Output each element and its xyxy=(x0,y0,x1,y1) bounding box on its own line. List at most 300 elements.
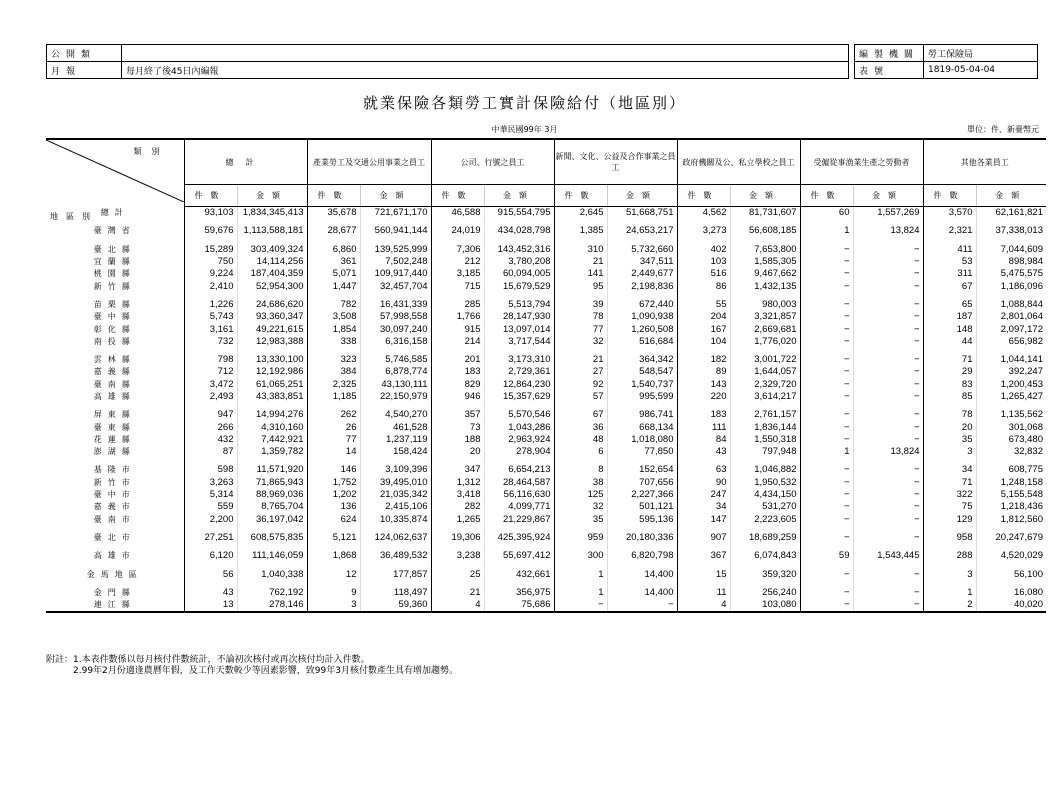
count-cell: 712 xyxy=(184,366,237,378)
amount-cell: 16,431,339 xyxy=(360,293,431,311)
count-cell: 214 xyxy=(431,336,484,348)
table-row xyxy=(46,293,1046,311)
group-header-fishery: 受僱從事漁業生產之勞動者 xyxy=(800,139,923,185)
count-cell: 282 xyxy=(431,501,484,513)
header-label-category: 公開類 xyxy=(47,45,122,62)
count-cell: 300 xyxy=(554,544,607,562)
count-cell: 3,472 xyxy=(184,379,237,391)
group-header-government: 政府機關及公、私立學校之員工 xyxy=(677,139,800,185)
count-cell: 21 xyxy=(554,348,607,366)
amount-cell: 13,824 xyxy=(853,446,923,458)
count-cell: − xyxy=(800,323,853,335)
table-row xyxy=(46,421,1046,433)
amount-cell: 49,221,615 xyxy=(237,323,307,335)
amount-cell: 278,146 xyxy=(237,599,307,612)
table-row xyxy=(46,526,1046,544)
amount-cell: 5,513,794 xyxy=(484,293,554,311)
count-cell: 48 xyxy=(554,434,607,446)
amount-cell: 2,963,924 xyxy=(484,434,554,446)
region-name: 嘉義縣 xyxy=(46,366,184,378)
count-cell: 6 xyxy=(554,446,607,458)
amount-cell: 673,480 xyxy=(976,434,1046,446)
count-cell: 57 xyxy=(554,391,607,403)
count-cell: 946 xyxy=(431,391,484,403)
count-cell: 1 xyxy=(554,581,607,599)
amount-cell: 1,644,057 xyxy=(730,366,800,378)
amount-cell: 986,741 xyxy=(607,403,677,421)
group-header-company: 公司、行號之員工 xyxy=(431,139,554,185)
amount-cell: 548,547 xyxy=(607,366,677,378)
count-cell: 732 xyxy=(184,336,237,348)
count-cell: 104 xyxy=(677,336,730,348)
header-value-frequency: 每月終了後45日內編報 xyxy=(122,62,849,79)
count-cell: 204 xyxy=(677,311,730,323)
amount-cell: 980,003 xyxy=(730,293,800,311)
count-cell: 1,854 xyxy=(307,323,360,335)
amount-cell: − xyxy=(853,581,923,599)
page-title: 就業保險各類勞工實計保險給付（地區別） xyxy=(362,94,686,112)
amount-cell: 40,020 xyxy=(976,599,1046,612)
count-cell: 266 xyxy=(184,421,237,433)
amount-cell: 158,424 xyxy=(360,446,431,458)
count-cell: 34 xyxy=(677,501,730,513)
count-cell: − xyxy=(800,421,853,433)
amount-cell: 24,686,620 xyxy=(237,293,307,311)
count-cell: 9 xyxy=(307,581,360,599)
region-name: 金門縣 xyxy=(46,581,184,599)
count-cell: 36 xyxy=(554,421,607,433)
region-name: 新竹市 xyxy=(46,477,184,489)
amount-cell: 28,147,930 xyxy=(484,311,554,323)
amount-cell: 303,409,324 xyxy=(237,238,307,256)
count-cell: 147 xyxy=(677,514,730,526)
count-cell: 71 xyxy=(923,348,976,366)
amount-cell: 1,776,020 xyxy=(730,336,800,348)
amount-cell: 356,975 xyxy=(484,581,554,599)
region-name: 南投縣 xyxy=(46,336,184,348)
amount-cell: 4,434,150 xyxy=(730,489,800,501)
amount-cell: 75,686 xyxy=(484,599,554,612)
count-cell: 322 xyxy=(923,489,976,501)
count-cell: 715 xyxy=(431,280,484,292)
amount-cell: 52,954,300 xyxy=(237,280,307,292)
count-cell: 3,161 xyxy=(184,323,237,335)
count-cell: 125 xyxy=(554,489,607,501)
amount-cell: 62,161,821 xyxy=(976,207,1046,220)
header-value-category xyxy=(122,45,849,62)
amount-cell: 425,395,924 xyxy=(484,526,554,544)
count-cell: 958 xyxy=(923,526,976,544)
amount-cell: − xyxy=(853,268,923,280)
amount-cell: 898,984 xyxy=(976,256,1046,268)
amount-cell: 4,099,771 xyxy=(484,501,554,513)
count-cell: 60 xyxy=(800,207,853,220)
amount-cell: 501,121 xyxy=(607,501,677,513)
region-name: 臺中市 xyxy=(46,489,184,501)
amount-cell: 61,065,251 xyxy=(237,379,307,391)
count-cell: 1 xyxy=(800,219,853,237)
amount-cell: 187,404,359 xyxy=(237,268,307,280)
amount-cell: 1,043,286 xyxy=(484,421,554,433)
count-cell: 1,752 xyxy=(307,477,360,489)
table-row xyxy=(46,336,1046,348)
amount-cell: 2,761,157 xyxy=(730,403,800,421)
amount-cell: 6,820,798 xyxy=(607,544,677,562)
amount-cell: 797,948 xyxy=(730,446,800,458)
amount-cell: 93,360,347 xyxy=(237,311,307,323)
region-name: 金馬地區 xyxy=(46,562,184,580)
amount-cell: − xyxy=(853,403,923,421)
amount-cell: 6,316,158 xyxy=(360,336,431,348)
count-cell: 247 xyxy=(677,489,730,501)
amount-cell: 2,729,361 xyxy=(484,366,554,378)
amount-cell: 177,857 xyxy=(360,562,431,580)
count-cell: 3,185 xyxy=(431,268,484,280)
amount-cell: 1,557,269 xyxy=(853,207,923,220)
amount-cell: 2,801,064 xyxy=(976,311,1046,323)
count-cell: − xyxy=(800,403,853,421)
table-row xyxy=(46,489,1046,501)
amount-cell: − xyxy=(853,501,923,513)
amount-cell: 434,028,798 xyxy=(484,219,554,237)
amount-cell: 1,237,119 xyxy=(360,434,431,446)
region-name: 連江縣 xyxy=(46,599,184,612)
count-cell: 3 xyxy=(923,562,976,580)
amount-cell: − xyxy=(853,477,923,489)
amount-cell: 18,689,259 xyxy=(730,526,800,544)
amount-cell: − xyxy=(853,256,923,268)
count-cell: 347 xyxy=(431,458,484,476)
benefits-table xyxy=(46,138,1046,613)
count-cell: 65 xyxy=(923,293,976,311)
footnotes xyxy=(46,655,458,677)
amount-cell: − xyxy=(853,379,923,391)
region-name: 高雄市 xyxy=(46,544,184,562)
count-cell: 77 xyxy=(307,434,360,446)
count-cell: 32 xyxy=(554,336,607,348)
count-cell: 12 xyxy=(307,562,360,580)
count-cell: 183 xyxy=(431,366,484,378)
amount-cell: 608,775 xyxy=(976,458,1046,476)
count-cell: 1,868 xyxy=(307,544,360,562)
subheader-count: 件數 xyxy=(677,185,730,207)
count-cell: 95 xyxy=(554,280,607,292)
count-cell: − xyxy=(800,238,853,256)
table-row xyxy=(46,366,1046,378)
count-cell: 43 xyxy=(677,446,730,458)
amount-cell: − xyxy=(853,514,923,526)
count-cell: 53 xyxy=(923,256,976,268)
unit-label: 單位：件、新臺幣元 xyxy=(967,125,1039,134)
count-cell: 26 xyxy=(307,421,360,433)
count-cell: − xyxy=(800,599,853,612)
amount-cell: 1,090,938 xyxy=(607,311,677,323)
count-cell: 92 xyxy=(554,379,607,391)
count-cell: 361 xyxy=(307,256,360,268)
count-cell: 947 xyxy=(184,403,237,421)
amount-cell: 516,684 xyxy=(607,336,677,348)
amount-cell: − xyxy=(853,366,923,378)
count-cell: 285 xyxy=(431,293,484,311)
amount-cell: 14,994,276 xyxy=(237,403,307,421)
count-cell: 27 xyxy=(554,366,607,378)
amount-cell: 13,097,014 xyxy=(484,323,554,335)
table-row xyxy=(46,280,1046,292)
count-cell: 167 xyxy=(677,323,730,335)
amount-cell: 51,668,751 xyxy=(607,207,677,220)
count-cell: − xyxy=(800,501,853,513)
amount-cell: 56,608,185 xyxy=(730,219,800,237)
count-cell: 1,185 xyxy=(307,391,360,403)
amount-cell: 1,046,882 xyxy=(730,458,800,476)
count-cell: − xyxy=(800,348,853,366)
amount-cell: 39,495,010 xyxy=(360,477,431,489)
count-cell: 187 xyxy=(923,311,976,323)
count-cell: 75 xyxy=(923,501,976,513)
amount-cell: 13,330,100 xyxy=(237,348,307,366)
amount-cell: 5,475,575 xyxy=(976,268,1046,280)
amount-cell: 21,229,867 xyxy=(484,514,554,526)
count-cell: 32 xyxy=(554,501,607,513)
count-cell: 28,677 xyxy=(307,219,360,237)
count-cell: − xyxy=(800,581,853,599)
amount-cell: 915,554,795 xyxy=(484,207,554,220)
count-cell: − xyxy=(800,477,853,489)
subheader-amount: 金額 xyxy=(730,185,800,207)
amount-cell: 461,528 xyxy=(360,421,431,433)
count-cell: 24,019 xyxy=(431,219,484,237)
count-cell: 85 xyxy=(923,391,976,403)
table-row xyxy=(46,391,1046,403)
count-cell: 5,121 xyxy=(307,526,360,544)
amount-cell: 347,511 xyxy=(607,256,677,268)
region-name: 臺北市 xyxy=(46,526,184,544)
amount-cell: 6,878,774 xyxy=(360,366,431,378)
count-cell: 2,410 xyxy=(184,280,237,292)
amount-cell: − xyxy=(853,599,923,612)
count-cell: 46,588 xyxy=(431,207,484,220)
amount-cell: 14,400 xyxy=(607,581,677,599)
region-name: 宜蘭縣 xyxy=(46,256,184,268)
amount-cell: 707,656 xyxy=(607,477,677,489)
table-row xyxy=(46,477,1046,489)
count-cell: − xyxy=(800,256,853,268)
count-cell: 432 xyxy=(184,434,237,446)
count-cell: − xyxy=(800,268,853,280)
subheader-count: 件數 xyxy=(431,185,484,207)
subheader-amount: 金額 xyxy=(607,185,677,207)
amount-cell: 43,130,111 xyxy=(360,379,431,391)
amount-cell: 59,360 xyxy=(360,599,431,612)
header-label-table-number: 表號 xyxy=(855,62,924,79)
amount-cell: 60,094,005 xyxy=(484,268,554,280)
region-name: 臺灣省 xyxy=(46,219,184,237)
count-cell: 367 xyxy=(677,544,730,562)
table-row xyxy=(46,348,1046,366)
count-cell: 782 xyxy=(307,293,360,311)
amount-cell: 1,248,158 xyxy=(976,477,1046,489)
count-cell: − xyxy=(800,280,853,292)
count-cell: 1,226 xyxy=(184,293,237,311)
table-row xyxy=(46,311,1046,323)
amount-cell: 109,917,440 xyxy=(360,268,431,280)
amount-cell: 103,080 xyxy=(730,599,800,612)
count-cell: 21 xyxy=(554,256,607,268)
amount-cell: 1,543,445 xyxy=(853,544,923,562)
amount-cell: 15,679,529 xyxy=(484,280,554,292)
corner-label-region: 地區別 xyxy=(50,211,98,221)
count-cell: 1,202 xyxy=(307,489,360,501)
amount-cell: 12,192,986 xyxy=(237,366,307,378)
table-row xyxy=(46,544,1046,562)
table-row xyxy=(46,268,1046,280)
amount-cell: − xyxy=(853,311,923,323)
amount-cell: − xyxy=(853,526,923,544)
count-cell: 1 xyxy=(923,581,976,599)
subheader-count: 件數 xyxy=(923,185,976,207)
region-name: 臺南縣 xyxy=(46,379,184,391)
amount-cell: 359,320 xyxy=(730,562,800,580)
count-cell: 311 xyxy=(923,268,976,280)
table-row xyxy=(46,238,1046,256)
amount-cell: 1,218,436 xyxy=(976,501,1046,513)
count-cell: 78 xyxy=(923,403,976,421)
amount-cell: 256,240 xyxy=(730,581,800,599)
amount-cell: 28,464,587 xyxy=(484,477,554,489)
amount-cell: − xyxy=(853,280,923,292)
amount-cell: 1,018,080 xyxy=(607,434,677,446)
amount-cell: 3,780,208 xyxy=(484,256,554,268)
region-name: 基隆市 xyxy=(46,458,184,476)
table-row xyxy=(46,379,1046,391)
amount-cell: 1,585,305 xyxy=(730,256,800,268)
count-cell: 35 xyxy=(554,514,607,526)
count-cell: 4 xyxy=(677,599,730,612)
amount-cell: 1,836,144 xyxy=(730,421,800,433)
amount-cell: 1,040,338 xyxy=(237,562,307,580)
count-cell: 143 xyxy=(677,379,730,391)
amount-cell: 8,765,704 xyxy=(237,501,307,513)
amount-cell: 2,223,605 xyxy=(730,514,800,526)
count-cell: 90 xyxy=(677,477,730,489)
count-cell: 20 xyxy=(431,446,484,458)
count-cell: 111 xyxy=(677,421,730,433)
amount-cell: − xyxy=(853,336,923,348)
amount-cell: 1,260,508 xyxy=(607,323,677,335)
count-cell: 1,385 xyxy=(554,219,607,237)
count-cell: 129 xyxy=(923,514,976,526)
region-name: 苗栗縣 xyxy=(46,293,184,311)
count-cell: 915 xyxy=(431,323,484,335)
amount-cell: 5,570,546 xyxy=(484,403,554,421)
count-cell: 411 xyxy=(923,238,976,256)
count-cell: 907 xyxy=(677,526,730,544)
amount-cell: 5,155,548 xyxy=(976,489,1046,501)
count-cell: − xyxy=(800,391,853,403)
count-cell: 44 xyxy=(923,336,976,348)
amount-cell: − xyxy=(853,238,923,256)
count-cell: 183 xyxy=(677,403,730,421)
region-name: 澎湖縣 xyxy=(46,446,184,458)
amount-cell: 2,669,681 xyxy=(730,323,800,335)
amount-cell: 762,192 xyxy=(237,581,307,599)
amount-cell: 22,150,979 xyxy=(360,391,431,403)
amount-cell: − xyxy=(607,599,677,612)
count-cell: 2,321 xyxy=(923,219,976,237)
amount-cell: 14,114,256 xyxy=(237,256,307,268)
count-cell: − xyxy=(554,599,607,612)
amount-cell: 10,335,874 xyxy=(360,514,431,526)
count-cell: 4,562 xyxy=(677,207,730,220)
count-cell: 56 xyxy=(184,562,237,580)
amount-cell: 20,247,679 xyxy=(976,526,1046,544)
count-cell: 55 xyxy=(677,293,730,311)
amount-cell: 71,865,943 xyxy=(237,477,307,489)
amount-cell: 21,035,342 xyxy=(360,489,431,501)
table-row xyxy=(46,581,1046,599)
header-right-box xyxy=(854,44,1038,79)
amount-cell: − xyxy=(853,421,923,433)
amount-cell: 7,442,921 xyxy=(237,434,307,446)
amount-cell: 139,525,999 xyxy=(360,238,431,256)
amount-cell: 3,614,217 xyxy=(730,391,800,403)
amount-cell: 56,100 xyxy=(976,562,1046,580)
count-cell: 5,314 xyxy=(184,489,237,501)
count-cell: 4 xyxy=(431,599,484,612)
amount-cell: 1,359,782 xyxy=(237,446,307,458)
count-cell: − xyxy=(800,366,853,378)
amount-cell: − xyxy=(853,323,923,335)
amount-cell: 1,834,345,413 xyxy=(237,207,307,220)
group-header-industrial: 產業勞工及交通公用事業之員工 xyxy=(307,139,431,185)
count-cell: 310 xyxy=(554,238,607,256)
amount-cell: 3,173,310 xyxy=(484,348,554,366)
amount-cell: 118,497 xyxy=(360,581,431,599)
amount-cell: 43,383,851 xyxy=(237,391,307,403)
amount-cell: 36,197,042 xyxy=(237,514,307,526)
count-cell: − xyxy=(800,458,853,476)
count-cell: 93,103 xyxy=(184,207,237,220)
amount-cell: 608,575,835 xyxy=(237,526,307,544)
amount-cell: 152,654 xyxy=(607,458,677,476)
count-cell: 323 xyxy=(307,348,360,366)
amount-cell: 3,109,396 xyxy=(360,458,431,476)
table-row xyxy=(46,323,1046,335)
amount-cell: 1,540,737 xyxy=(607,379,677,391)
amount-cell: 278,904 xyxy=(484,446,554,458)
table-row xyxy=(46,501,1046,513)
count-cell: 1 xyxy=(554,562,607,580)
footnote-1: 附註：1.本表件數係以每月核付件數統計，不論初次核付或再次核付均計入件數。 xyxy=(46,655,370,665)
count-cell: 402 xyxy=(677,238,730,256)
table-row xyxy=(46,403,1046,421)
amount-cell: 5,732,660 xyxy=(607,238,677,256)
amount-cell: − xyxy=(853,293,923,311)
count-cell: 220 xyxy=(677,391,730,403)
count-cell: 357 xyxy=(431,403,484,421)
amount-cell: 3,001,722 xyxy=(730,348,800,366)
count-cell: 182 xyxy=(677,348,730,366)
amount-cell: − xyxy=(853,434,923,446)
count-cell: 13 xyxy=(184,599,237,612)
header-left-box xyxy=(46,44,849,79)
header-value-table-number: 1819-05-04-04 xyxy=(924,62,1038,79)
amount-cell: 2,329,720 xyxy=(730,379,800,391)
region-name: 彰化縣 xyxy=(46,323,184,335)
count-cell: 86 xyxy=(677,280,730,292)
amount-cell: 392,247 xyxy=(976,366,1046,378)
count-cell: 2,645 xyxy=(554,207,607,220)
